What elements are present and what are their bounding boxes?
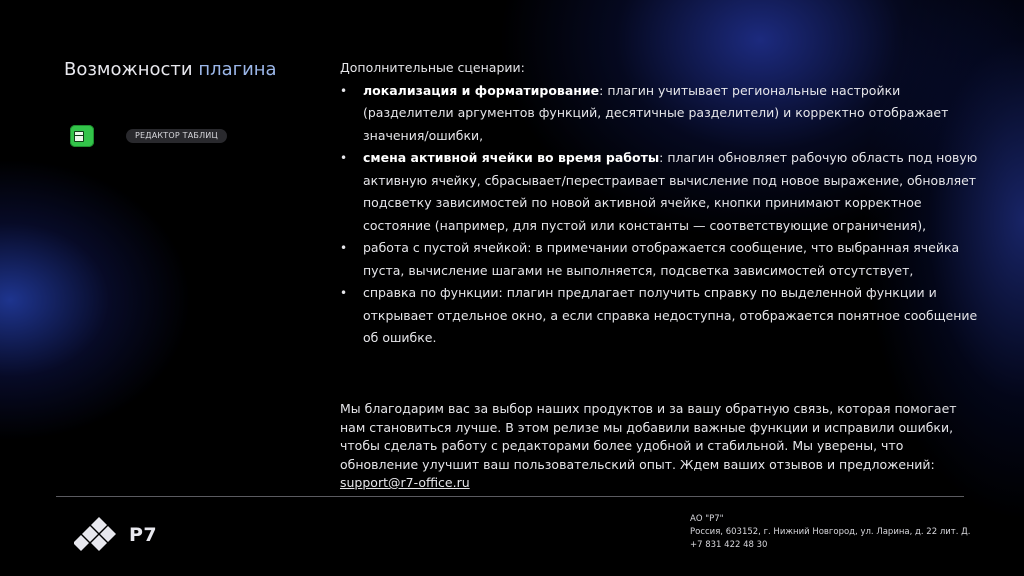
list-item xyxy=(340,80,980,148)
support-email-link[interactable]: support@r7-office.ru xyxy=(340,475,470,490)
list-item-text: : плагин обновляет рабочую область под новую активную ячейку, сбрасывает/перестраивает вычисление под новое выражение, обновляет подсветку зависимостей по новой активной ячейке, кнопки принимают корректное состояние (например, для пустой или константы — соответствующие ограничения), xyxy=(363,150,978,233)
r7-logo-icon xyxy=(74,517,124,553)
page-title-accent: плагина xyxy=(198,59,277,80)
list-item xyxy=(340,147,980,237)
list-item-bold: смена активной ячейки во время работы xyxy=(363,150,660,165)
scenarios-list xyxy=(340,80,980,350)
list-item xyxy=(340,282,980,350)
scenarios-section xyxy=(340,57,980,350)
app-label-badge: РЕДАКТОР ТАБЛИЦ xyxy=(126,129,227,143)
list-item-bold: локализация и форматирование xyxy=(363,82,600,98)
list-item xyxy=(340,237,980,282)
footer-divider xyxy=(56,496,964,497)
thanks-paragraph xyxy=(340,400,980,493)
list-item-text: : плагин учитывает региональные настройки (разделители аргументов функций, десятичные разделители) и корректно отображает значения/ошибки, xyxy=(363,82,949,143)
logo-text: Р7 xyxy=(129,524,158,546)
thanks-text: Мы благодарим вас за выбор наших продуктов и за вашу обратную связь, которая помогает нам становиться лучше. В этом релизе мы добавили важные функции и исправили ошибки, чтобы сделать работу с редакторами более удобной и стабильной. Мы уверены, что обновление улучшит ваш пользовательский опыт. Ждем ваших отзывов и предложений: xyxy=(340,401,957,472)
company-info xyxy=(690,513,970,552)
list-item-text: справка по функции: плагин предлагает получить справку по выделенной функции и открывает отдельное окно, а если справка недоступна, отображается понятное сообщение об ошибке. xyxy=(363,285,978,345)
scenarios-intro: Дополнительные сценарии: xyxy=(340,60,525,75)
spreadsheet-icon xyxy=(70,125,94,147)
page-title xyxy=(64,59,277,80)
list-item-text: работа с пустой ячейкой: в примечании отображается сообщение, что выбранная ячейка пуста, вычисление шагами не выполняется, подсветка зависимостей отсутствует, xyxy=(363,240,960,278)
company-phone: +7 831 422 48 30 xyxy=(690,540,768,550)
company-address: Россия, 603152, г. Нижний Новгород, ул. Ларина, д. 22 лит. Д. xyxy=(690,527,971,537)
company-name: АО "Р7" xyxy=(690,514,724,524)
page-title-main: Возможности xyxy=(64,59,199,80)
